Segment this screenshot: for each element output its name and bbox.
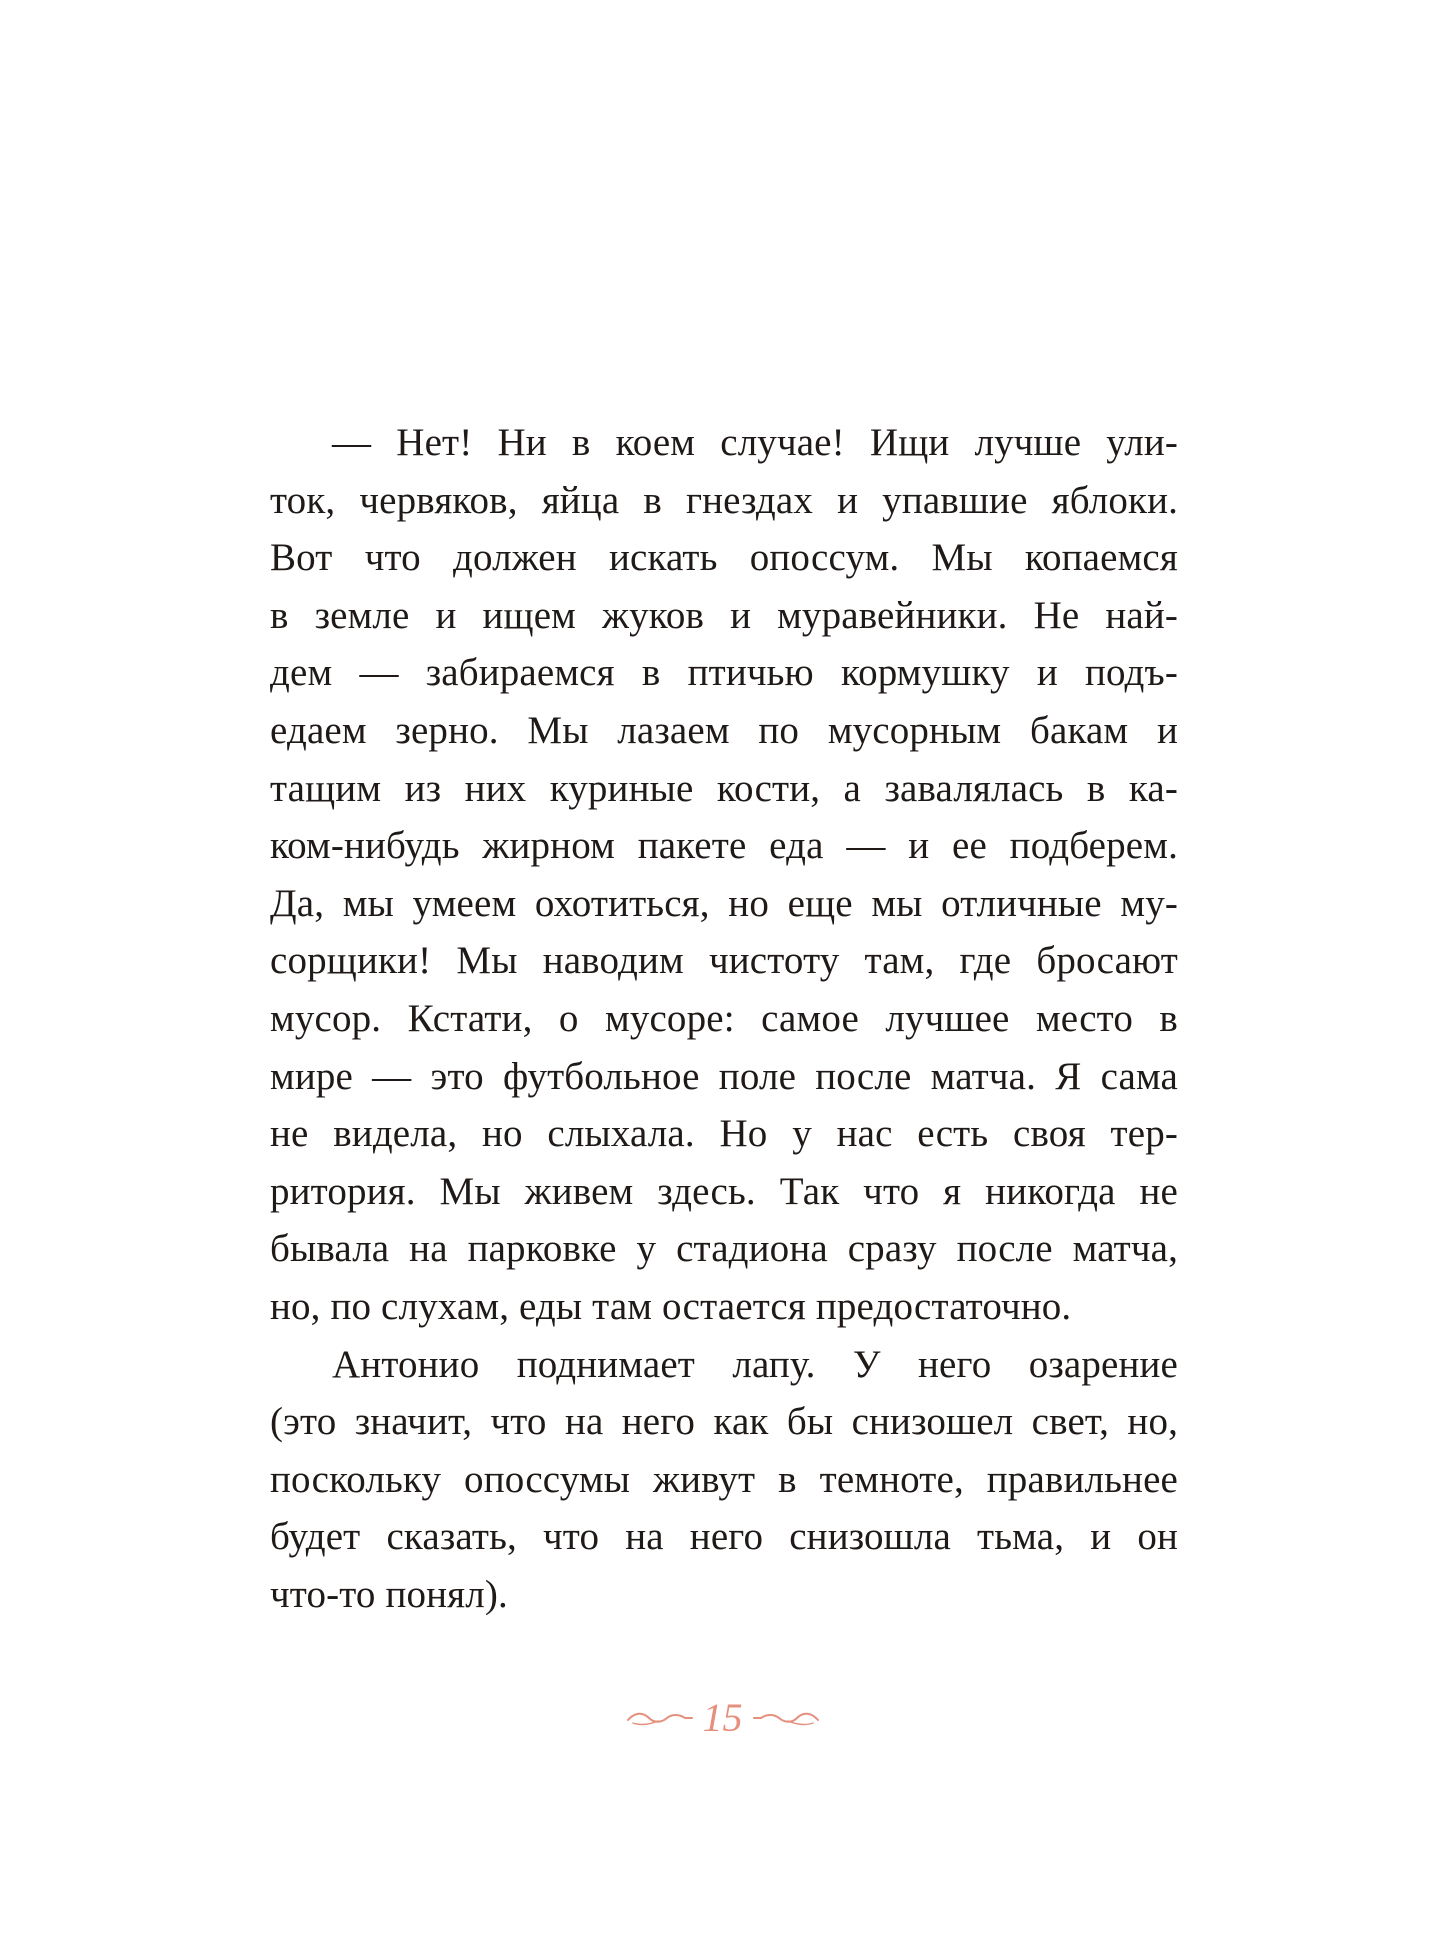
- paragraph-1-line: ком-нибудь жирном пакете еда — и ее подберем.: [270, 824, 1178, 868]
- paragraph-1-line: мире — это футбольное поле после матча. Я сама: [270, 1054, 1178, 1098]
- paragraph-1-line: дем — забираемся в птичью кормушку и подъ-: [270, 651, 1178, 695]
- paragraph-1-line: но, по слухам, еды там остается предостаточно.: [270, 1284, 1072, 1328]
- page-number-footer: [0, 1688, 1445, 1748]
- paragraph-1-line: сорщики! Мы наводим чистоту там, где бросают: [270, 939, 1178, 983]
- paragraph-1-line: Вот что должен искать опоссум. Мы копаемся: [270, 536, 1178, 580]
- paragraph-1-line: бывала на парковке у стадиона сразу после матча,: [270, 1227, 1178, 1271]
- paragraph-1-line: ритория. Мы живем здесь. Так что я никогда не: [270, 1169, 1178, 1213]
- paragraph-1-line: — Нет! Ни в коем случае! Ищи лучше ули-: [332, 421, 1178, 464]
- page-number: 15: [702, 1695, 743, 1740]
- paragraph-1-line: ток, червяков, яйца в гнездах и упавшие яблоки.: [270, 478, 1178, 522]
- paragraph-2-line: будет сказать, что на него снизошла тьма, и он: [270, 1515, 1178, 1559]
- paragraph-1-line: мусор. Кстати, о мусоре: самое лучшее место в: [270, 996, 1178, 1040]
- paragraph-2-line: поскольку опоссумы живут в темноте, правильнее: [270, 1457, 1178, 1501]
- paragraph-2-line: что-то понял).: [270, 1572, 508, 1616]
- paragraph-1-line: не видела, но слыхала. Но у нас есть своя тер-: [270, 1112, 1178, 1156]
- paragraph-1-line: в земле и ищем жуков и муравейники. Не най-: [270, 593, 1178, 637]
- body-text: [270, 414, 1178, 1623]
- paragraph-1-line: едаем зерно. Мы лазаем по мусорным бакам и: [270, 708, 1178, 752]
- paragraph-2-line: Антонио поднимает лапу. У него озарение: [332, 1342, 1178, 1386]
- paragraph-1-line: тащим из них куриные кости, а завалялась в ка-: [270, 766, 1178, 810]
- right-swash-ornament-icon: [751, 1708, 821, 1728]
- paragraph-1-line: Да, мы умеем охотиться, но еще мы отличные му-: [270, 881, 1178, 925]
- paragraph-2-line: (это значит, что на него как бы снизошел свет, но,: [270, 1400, 1178, 1444]
- left-swash-ornament-icon: [625, 1708, 695, 1728]
